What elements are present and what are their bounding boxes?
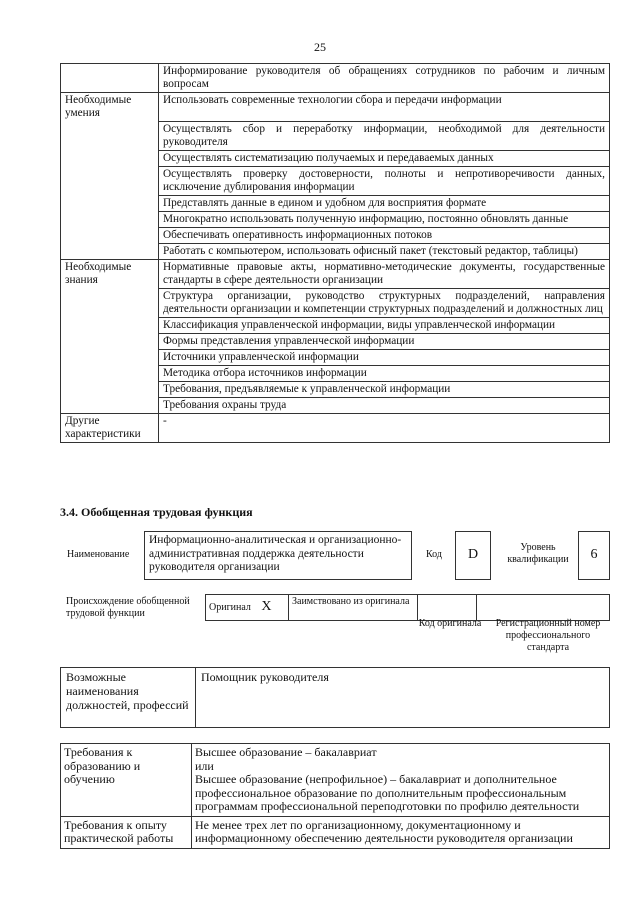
row-item: Осуществлять сбор и переработку информации, необходимой для деятельности руководителя bbox=[159, 121, 610, 150]
row-label-continued bbox=[61, 288, 159, 317]
origin-reg-cell bbox=[477, 595, 610, 621]
row-item: Осуществлять проверку достоверности, полноты и непротиворечивости данных, исключение дублирования информации bbox=[159, 166, 610, 195]
name-label: Наименование bbox=[67, 549, 130, 560]
row-label-continued bbox=[61, 211, 159, 227]
row-item: - bbox=[159, 413, 610, 442]
positions-value: Помощник руководителя bbox=[196, 668, 610, 728]
row-item: Нормативные правовые акты, нормативно-методические документы, государственные стандарты в сфере деятельности организации bbox=[159, 259, 610, 288]
row-label-continued bbox=[61, 365, 159, 381]
row-label: Необходимые знания bbox=[61, 259, 159, 288]
row-label: Необходимые умения bbox=[61, 93, 159, 122]
row-item: Формы представления управленческой информации bbox=[159, 333, 610, 349]
row-label-continued bbox=[61, 381, 159, 397]
positions-table bbox=[60, 667, 610, 728]
education-line: Высшее образование – бакалавриат bbox=[195, 745, 377, 759]
qualification-level-box: 6 bbox=[578, 531, 610, 580]
row-item: Обеспечивать оперативность информационных потоков bbox=[159, 227, 610, 243]
row-item: Представлять данные в едином и удобном для восприятия формате bbox=[159, 195, 610, 211]
row-item: Требования охраны труда bbox=[159, 397, 610, 413]
original-cell bbox=[206, 595, 289, 621]
row-label-continued bbox=[61, 150, 159, 166]
row-label-continued bbox=[61, 333, 159, 349]
row-item: Осуществлять систематизацию получаемых и передаваемых данных bbox=[159, 150, 610, 166]
code-label: Код bbox=[426, 549, 442, 560]
row-item: Структура организации, руководство структурных подразделений, направления деятельности организации и компетенции структурных подразделений и должностных лиц bbox=[159, 288, 610, 317]
row-item: Требования, предъявляемые к управленческой информации bbox=[159, 381, 610, 397]
row-label-continued bbox=[61, 227, 159, 243]
positions-label: Возможные наименования должностей, профессий bbox=[61, 668, 196, 728]
experience-value: Не менее трех лет по организационному, документационному и информационному обеспечению деятельности руководителя организации bbox=[192, 816, 610, 848]
row-item: Методика отбора источников информации bbox=[159, 365, 610, 381]
row-item: Классификация управленческой информации, виды управленческой информации bbox=[159, 317, 610, 333]
row-label-continued bbox=[61, 349, 159, 365]
origin-table bbox=[60, 594, 610, 621]
education-value bbox=[192, 744, 610, 817]
education-line: или bbox=[195, 758, 214, 773]
code-original-caption: Код оригинала bbox=[418, 618, 482, 629]
reg-number-caption: Регистрационный номер профессионального стандарта bbox=[495, 618, 601, 653]
section-title: 3.4. Обобщенная трудовая функция bbox=[60, 505, 253, 519]
row-item: Использовать современные технологии сбора и передачи информации bbox=[159, 93, 610, 122]
original-mark: X bbox=[261, 599, 272, 614]
row-item: Работать с компьютером, использовать офисный пакет (текстовый редактор, таблицы) bbox=[159, 243, 610, 259]
row-label-continued bbox=[61, 121, 159, 150]
borrowed-label: Заимствовано из оригинала bbox=[289, 595, 418, 621]
function-code-box: D bbox=[455, 531, 491, 580]
row-label: Другие характеристики bbox=[61, 413, 159, 442]
row-label-continued bbox=[61, 243, 159, 259]
row-label bbox=[61, 64, 159, 93]
level-label: Уровень квалификации bbox=[507, 542, 569, 565]
origin-code-cell bbox=[418, 595, 477, 621]
function-name-box: Информационно-аналитическая и организационно-административная поддержка деятельности руководителя организации bbox=[144, 531, 412, 580]
row-item: Источники управленческой информации bbox=[159, 349, 610, 365]
experience-label: Требования к опыту практической работы bbox=[61, 816, 192, 848]
education-line: Высшее образование (непрофильное) – бакалавриат и дополнительное профессиональное образование по дополнительным профессиональным программам профессиональной переподготовки по профилю деятельности bbox=[195, 772, 580, 813]
row-label-continued bbox=[61, 397, 159, 413]
original-label: Оригинал bbox=[209, 602, 251, 613]
row-label-continued bbox=[61, 317, 159, 333]
row-item: Информирование руководителя об обращениях сотрудников по рабочим и личным вопросам bbox=[159, 64, 610, 93]
row-label-continued bbox=[61, 166, 159, 195]
row-label-continued bbox=[61, 195, 159, 211]
row-item: Многократно использовать полученную информацию, постоянно обновлять данные bbox=[159, 211, 610, 227]
skills-table bbox=[60, 63, 610, 443]
page-number: 25 bbox=[314, 40, 326, 54]
origin-label: Происхождение обобщенной трудовой функции bbox=[66, 595, 190, 619]
education-label: Требования к образованию и обучению bbox=[61, 744, 192, 817]
requirements-table bbox=[60, 743, 610, 849]
